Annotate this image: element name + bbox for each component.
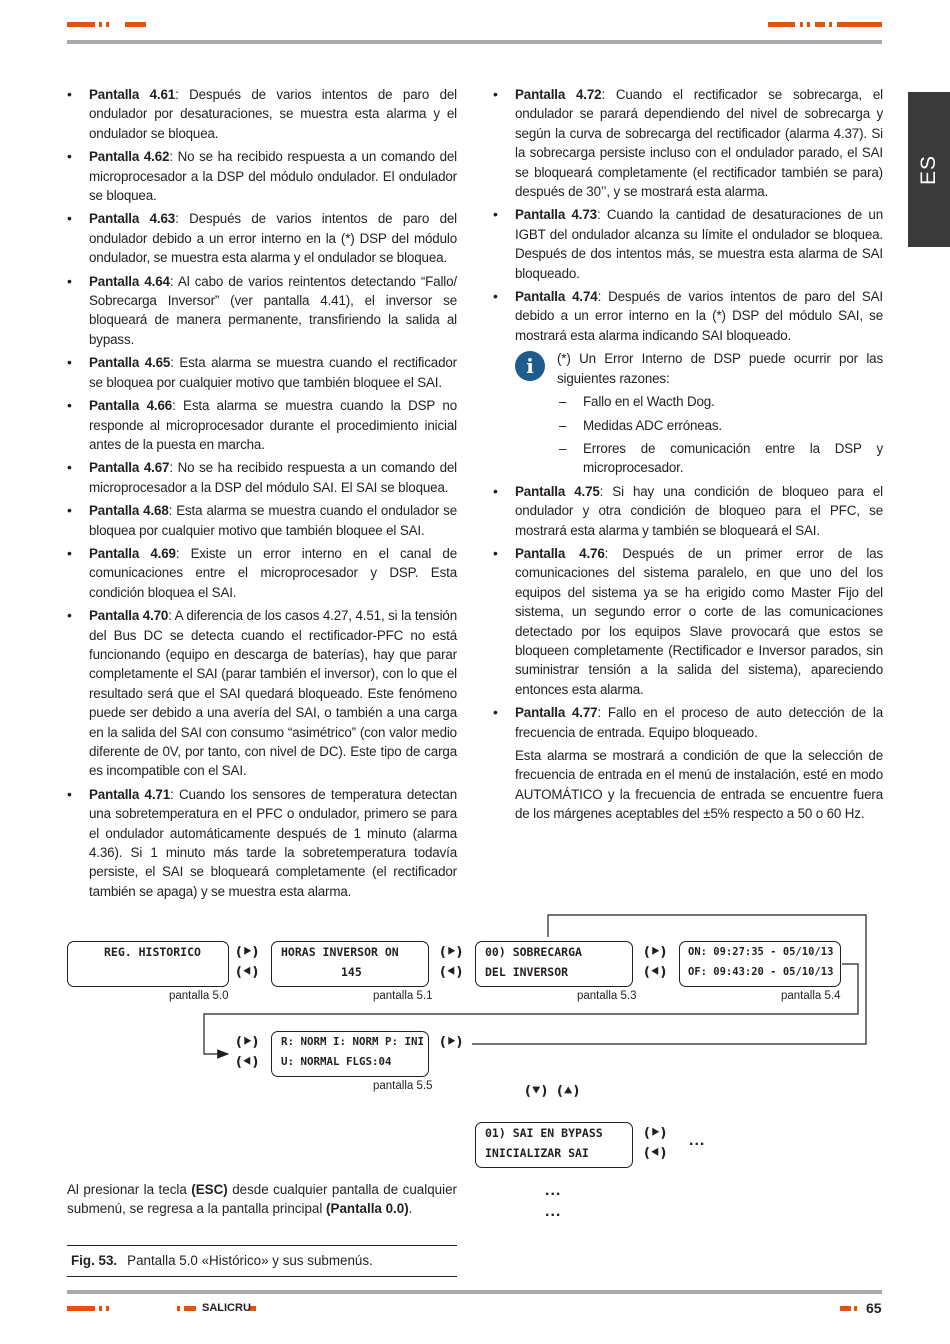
item-label: Pantalla 4.63: [89, 211, 176, 227]
left-key-icon: (⯇): [236, 965, 259, 980]
screen-line: R: NORM I: NORM P: INI: [281, 1035, 425, 1048]
left-key-icon: (⯇): [440, 965, 463, 980]
right-key-icon: (⯈): [236, 945, 259, 960]
item-label: Pantalla 4.68: [89, 503, 169, 519]
item-label: Pantalla 4.64: [89, 273, 170, 289]
figure-caption: [67, 1245, 457, 1277]
item-text: : Después de varios intentos de paro del ondulador debido a un error interno en la (*) DSP del módulo ondulador, se muestra esta alarma y el ondulador se bloquea.: [89, 211, 457, 266]
footer-rule: [67, 1290, 882, 1294]
screen-line: U: NORMAL FLGS:04: [281, 1055, 392, 1068]
item-text: : Cuando el rectificador se sobrecarga, el ondulador se parará dependiendo del nivel de sobrecarga y según la curva de sobrecarga del rectificador (alarma 4.37). Si la sobrecarga persiste incluso con el ondulador parado, el SAI se bloqueará completamente (el rectificador también se para) después de 30’’, y se mostrará esta alarma.: [515, 87, 883, 200]
item-text: : Después de varios intentos de paro del SAI debido a un error interno en la (*) DSP del módulo SAI, se mostrará esta alarma indicando SAI bloqueado.: [515, 289, 884, 343]
item-text: : Esta alarma se muestra cuando el rectificador se bloquea por cualquier motivo que también bloquee el SAI.: [89, 355, 457, 390]
screen-5-1: [271, 941, 429, 987]
item-label: Pantalla 4.71: [89, 786, 170, 802]
screen-line: DEL INVERSOR: [485, 965, 569, 979]
up-key-icon: (⯅): [557, 1084, 580, 1099]
screen-label: pantalla 5.5: [373, 1080, 433, 1092]
ellipsis: ...: [545, 1182, 562, 1199]
item-text: : Después de un primer error de las comunicaciones del sistema paralelo, en que uno del los equipos del sistema ya se ha erigido como Master Fijo del sistema, un segundo error o corte de las comunicaciones detectado por los equipos Slave provocará que estos se bloqueen completamente (Rectificador e Inversor parados, sin suministrar tensión a la salida del sistema), apareciendo entonces esta alarma.: [515, 545, 883, 697]
item-text: : Al cabo de varios reintentos detectando “Fallo/ Sobrecarga Inversor” (ver pantalla 4.41), el inversor se bloqueará de manera permanente, transfiriendo la salida al bypass.: [89, 273, 458, 347]
language-tab-label: ES: [917, 154, 940, 185]
item-label: Pantalla 4.62: [89, 149, 170, 165]
down-key-icon: (⯆): [525, 1084, 548, 1099]
item-label: Pantalla 4.65: [89, 355, 171, 371]
left-key-icon: (⯇): [236, 1055, 259, 1070]
screen-5-6: [475, 1122, 633, 1168]
item-label: Pantalla 4.61: [89, 87, 176, 102]
item-text: : No se ha recibido respuesta a un comando del microprocesador a la DSP del módulo ondulador. El ondulador se bloquea.: [89, 149, 457, 204]
ellipsis: ...: [689, 1132, 706, 1149]
esc-text: Al presionar la tecla: [67, 1182, 192, 1197]
item-label: Pantalla 4.72: [515, 87, 602, 102]
note-text: (*) Un Error Interno de DSP puede ocurrir por las siguientes razones:: [557, 351, 883, 386]
right-key-icon: (⯈): [440, 945, 463, 960]
screen-label: pantalla 5.0: [169, 990, 229, 1002]
item-text: : Después de varios intentos de paro del ondulador por desaturaciones, se muestra esta alarma y el ondulador se bloquea.: [89, 87, 457, 141]
right-key-icon: (⯈): [236, 1035, 259, 1050]
right-key-icon: (⯈): [644, 1126, 667, 1141]
item-text: : Fallo en el proceso de auto detección de la frecuencia de entrada. Equipo bloqueado.: [515, 705, 884, 740]
brand-logo: SALICRU: [202, 1302, 251, 1314]
screen-line: INICIALIZAR SAI: [485, 1146, 589, 1160]
screen-5-5: [271, 1031, 429, 1077]
screen-line: HORAS INVERSOR ON: [281, 945, 399, 959]
esc-note: [67, 1180, 457, 1219]
item-label: Pantalla 4.70: [89, 608, 169, 624]
item-label: Pantalla 4.74: [515, 289, 598, 305]
item-text: : Si hay una condición de bloqueo para el ondulador y otra condición de bloqueo para el PFC, se mostrará esta alarma y también se bloqueará el SAI.: [515, 483, 884, 538]
item-text: : Esta alarma se muestra cuando la DSP no responde al microprocesador durante el procedimiento inicial antes de la puesta en marcha.: [89, 398, 457, 452]
screen-5-4: [679, 941, 841, 987]
screen-label: pantalla 5.3: [577, 990, 637, 1002]
screen-5-3: [475, 941, 633, 987]
item-label: Pantalla 4.67: [89, 460, 170, 476]
item-label: Pantalla 4.73: [515, 207, 597, 223]
item-label: Pantalla 4.66: [89, 398, 173, 414]
screen-label: pantalla 5.1: [373, 990, 433, 1002]
item-label: Pantalla 4.76: [515, 545, 605, 561]
figure-number: Fig. 53.: [71, 1253, 118, 1268]
right-key-icon: (⯈): [440, 1035, 463, 1050]
item-label: Pantalla 4.75: [515, 483, 600, 499]
item-text: : Cuando los sensores de temperatura detectan una sobretemperatura en el PFC o ondulador, primero se para el ondulador automáticamente después de 1 minuto (alarma 4.36). Si 1 minuto más tarde la sobretemperatura todavía persiste, el SAI se bloqueará completamente (el rectificador también se apaga) y se muestra esta alarma.: [89, 786, 457, 899]
item-text: : No se ha recibido respuesta a un comando del microprocesador a la DSP del módulo SAI. El SAI se bloquea.: [89, 460, 457, 495]
item-text: : Esta alarma se muestra cuando el ondulador se bloquea por cualquier motivo que también bloquee el SAI.: [89, 503, 457, 538]
item-label: Pantalla 4.77: [515, 705, 598, 721]
screen-line: ON: 09:27:35 - 05/10/13: [688, 946, 834, 958]
esc-text: .: [408, 1201, 413, 1217]
screen-line: 01) SAI EN BYPASS: [485, 1126, 603, 1140]
ellipsis: ...: [545, 1203, 562, 1220]
item-text: : Cuando la cantidad de desaturaciones de un IGBT del ondulador alcanza su límite el ondulador se bloquea. Después de dos intentos más, se muestra esta alarma de SAI bloqueado.: [515, 207, 884, 281]
note-dash-item: – Medidas ADC erróneas.: [493, 416, 883, 435]
item-text: : A diferencia de los casos 4.27, 4.51, si la tensión del Bus DC se detecta cuando el rectificador-PFC no está funcionando (equipo en descarga de baterías), hay que parar completamente el SAI (parar también el inversor), con lo que el resultado será que el SAI quedará bloqueado. Este fenómeno puede ser debido a una avería del SAI, o también a una carga en la salida del SAI con consumo “asimétrico” (con valor medio diferente de 0V, por tanto, con nivel de DC). Este tipo de carga es incompatible con el SAI.: [89, 608, 457, 779]
screen-5-0: [67, 941, 229, 987]
left-key-icon: (⯇): [644, 965, 667, 980]
screen-line: REG. HISTORICO: [104, 945, 201, 959]
page-number: 65: [866, 1300, 882, 1316]
right-key-icon: (⯈): [644, 945, 667, 960]
screen-line: OF: 09:43:20 - 05/10/13: [688, 966, 834, 978]
esc-key: (ESC): [191, 1182, 228, 1197]
paragraph: Esta alarma se mostrará a condición de que la selección de frecuencia de entrada en el menú de instalación, esté en modo AUTOMÁTICO y la frecuencia de entrada se encuentre fuera de los márgenes aceptables del ±5% respecto a 50 o 60 Hz.: [515, 748, 883, 822]
screen-line: 00) SOBRECARGA: [485, 945, 582, 959]
esc-target: (Pantalla 0.0): [326, 1201, 409, 1217]
item-text: : Existe un error interno en el canal de comunicaciones entre el microprocesador y DSP. Esta condición bloquea el SAI.: [89, 545, 458, 600]
info-icon: i: [515, 351, 545, 381]
note-dash-item: – Errores de comunicación entre la DSP y microprocesador.: [493, 439, 883, 478]
screen-line: 145: [341, 965, 362, 979]
item-label: Pantalla 4.69: [89, 545, 176, 561]
left-key-icon: (⯇): [644, 1146, 667, 1161]
esc-text: desde cualquier pantalla de cualquier submenú, se regresa a la pantalla principal: [67, 1182, 457, 1217]
figure-caption-text: Pantalla 5.0 «Histórico» y sus submenús.: [127, 1253, 373, 1268]
screen-label: pantalla 5.4: [781, 990, 841, 1002]
note-dash-item: – Fallo en el Wacth Dog.: [493, 392, 883, 411]
